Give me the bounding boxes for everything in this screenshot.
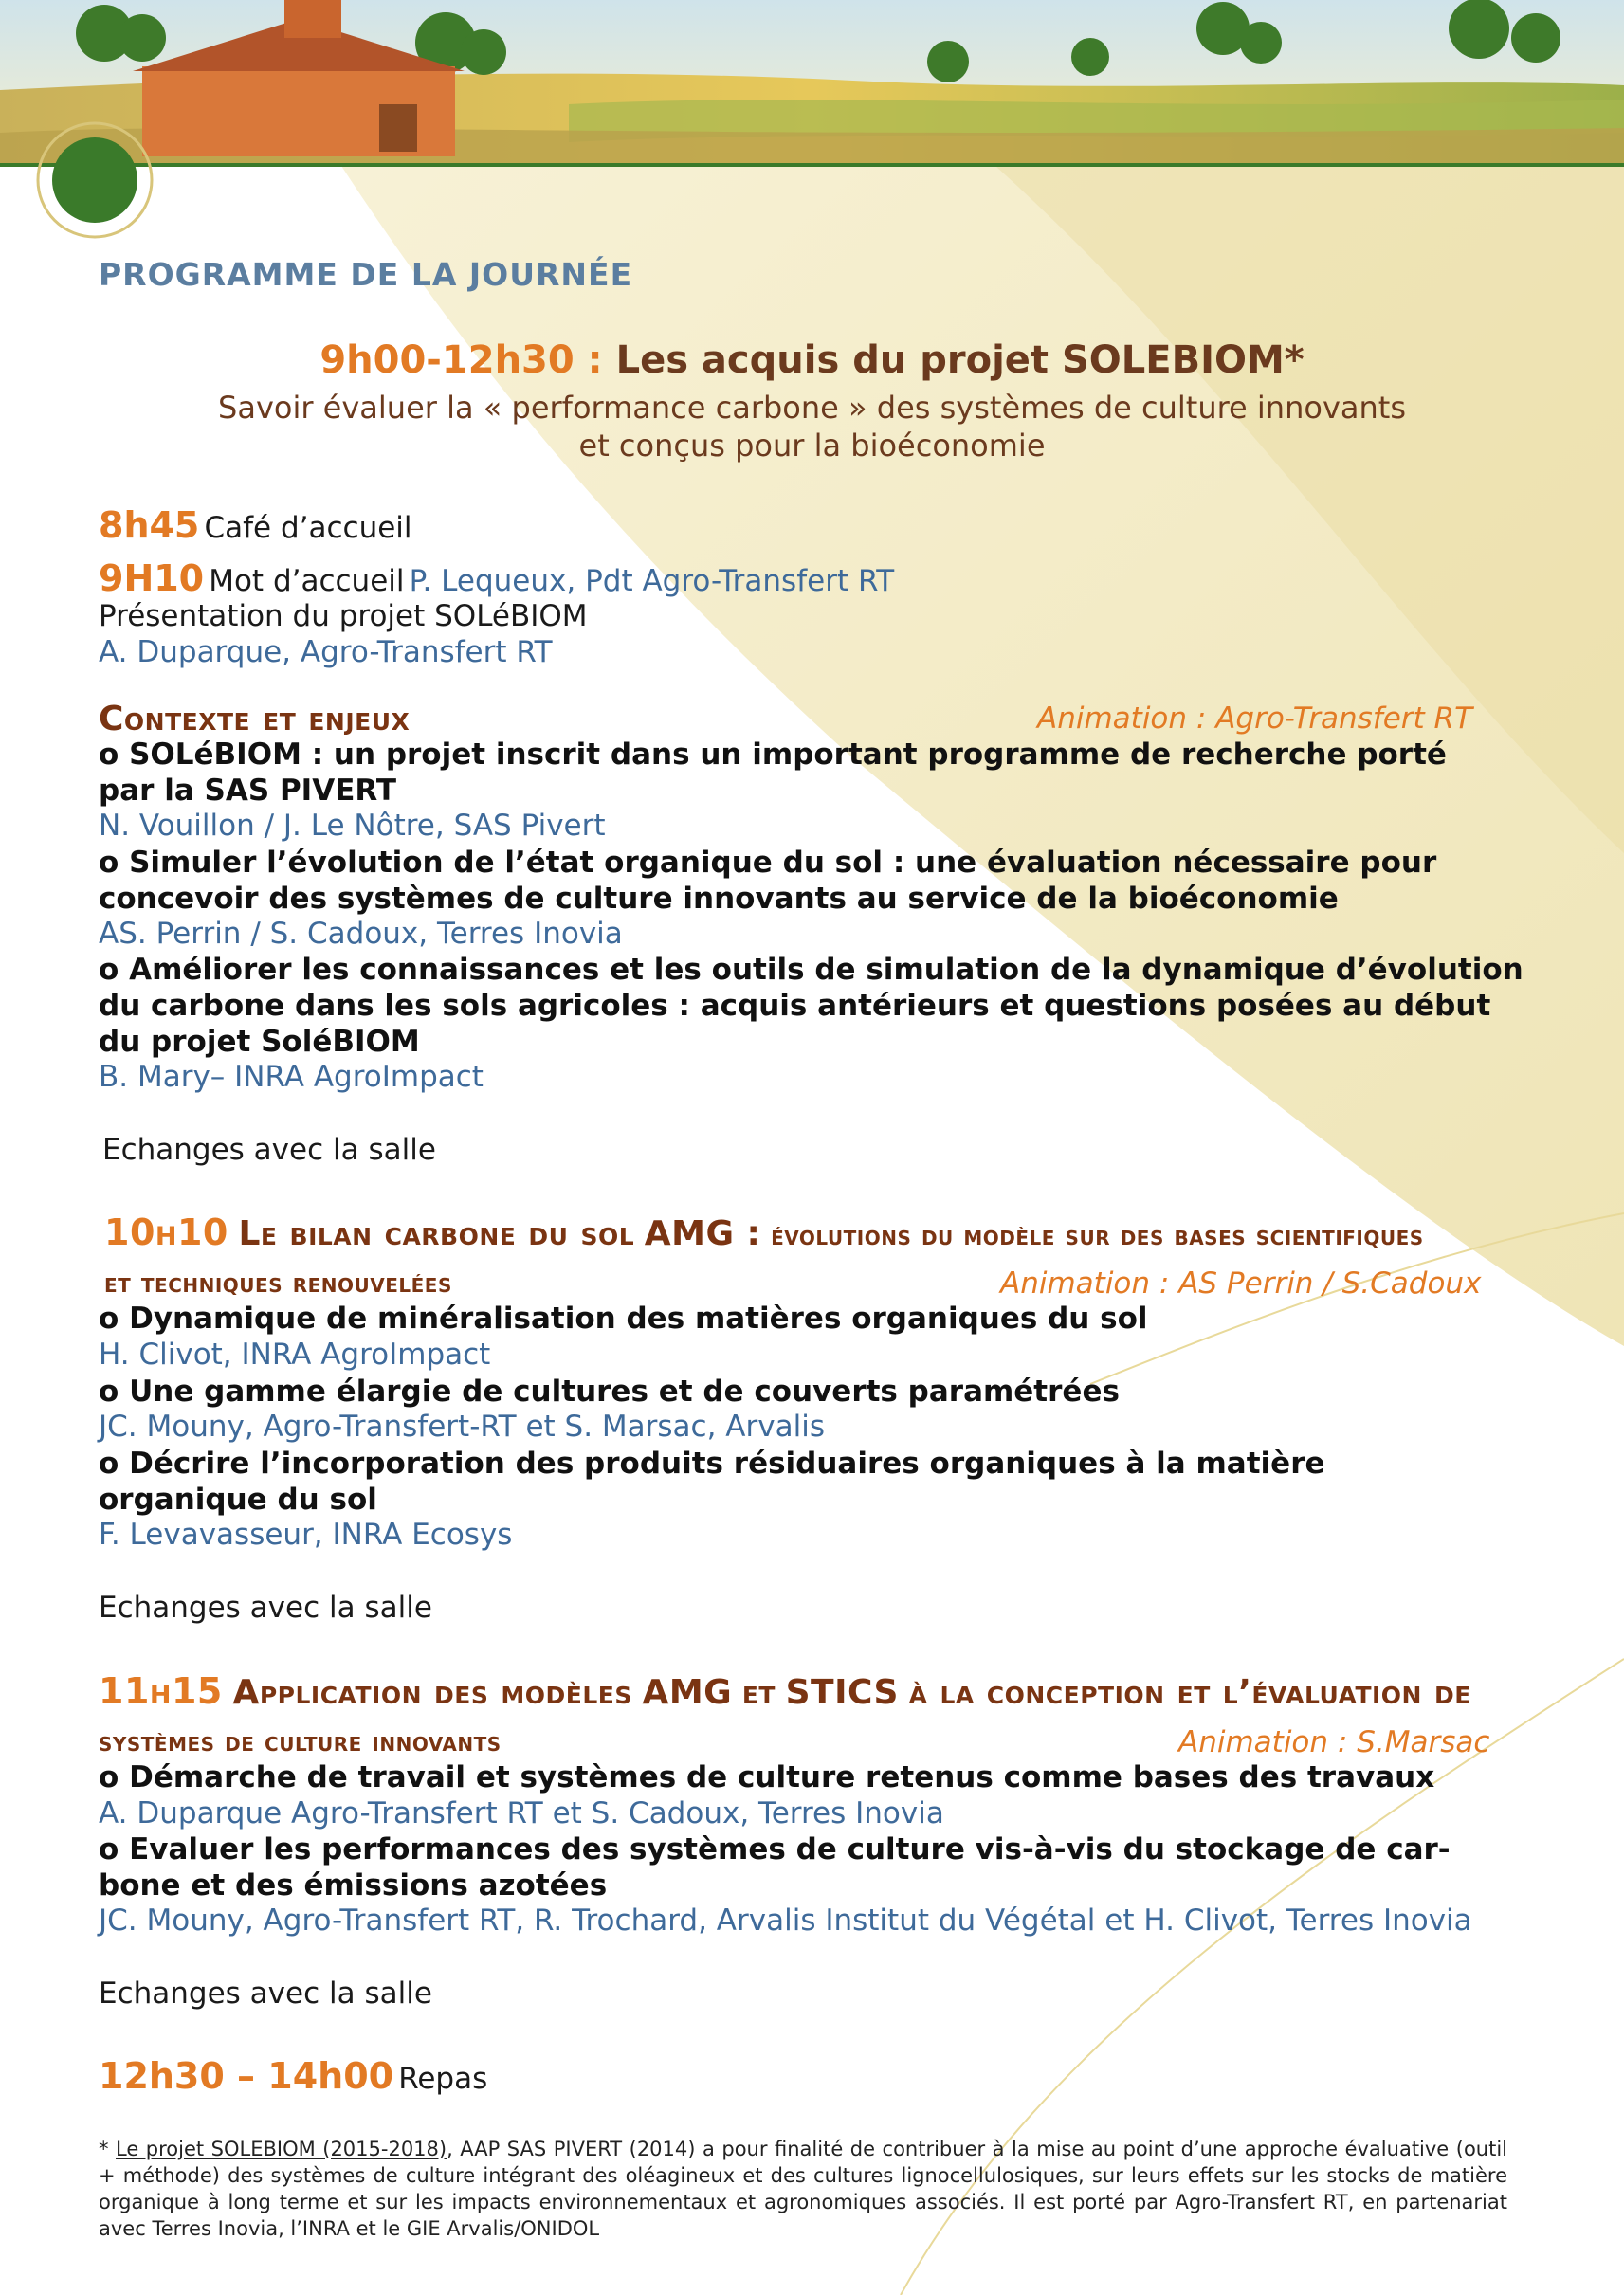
main-time: 9h00-12h30 : <box>319 338 603 382</box>
opening-coffee <box>99 504 412 546</box>
section1-item1-speaker: N. Vouillon / J. Le Nôtre, SAS Pivert <box>99 809 606 843</box>
time-11h15: 11h15 <box>99 1670 223 1712</box>
welcome-label: Mot d’accueil <box>209 564 405 598</box>
section3-item1-speaker: A. Duparque Agro-Transfert RT et S. Cadoux, Terres Inovia <box>99 1796 944 1831</box>
footnote-link[interactable]: Le projet SOLEBIOM (2015-2018) <box>116 2138 447 2160</box>
section1-animation: Animation : Agro-Transfert RT <box>1037 701 1473 736</box>
section1-item2-speaker: AS. Perrin / S. Cadoux, Terres Inovia <box>99 917 623 951</box>
programme-heading: PROGRAMME DE LA JOURNÉE <box>99 256 633 293</box>
section2-item3-speaker: F. Levavasseur, INRA Ecosys <box>99 1518 513 1552</box>
subtitle-line-1: Savoir évaluer la « performance carbone » des systèmes de culture innovants <box>218 390 1406 426</box>
main-title-text: Les acquis du projet SOLEBIOM* <box>615 338 1305 382</box>
section2-item3: o Décrire l’incorporation des produits résiduaires organiques à la matière organique du sol <box>99 1447 1325 1517</box>
time-10h10: 10h10 <box>104 1211 228 1253</box>
section1-item2: o Simuler l’évolution de l’état organique du sol : une évaluation nécessaire pour concevoir des systèmes de culture innovants au service de la bioéconomie <box>99 846 1437 916</box>
lunch-line <box>99 2055 487 2097</box>
section1-exchange: Echanges avec la salle <box>102 1133 436 1167</box>
section2-title-line2: et techniques renouvelées <box>104 1266 452 1299</box>
welcome-speaker: P. Lequeux, Pdt Agro-Transfert RT <box>409 564 895 598</box>
subtitle-line-2: et conçus pour la bioéconomie <box>578 428 1046 464</box>
section2-exchange: Echanges avec la salle <box>99 1591 432 1625</box>
section3-title-line2: systèmes de culture innovants <box>99 1725 502 1758</box>
section3-item2: o Evaluer les performances des systèmes de culture vis-à-vis du stockage de car- bone et des émissions azotées <box>99 1832 1451 1903</box>
presentation-label: Présentation du projet SOLéBIOM <box>99 599 588 633</box>
section3-title: 11h15 Application des modèles AMG et STICS à la conception et l’évaluation de <box>99 1670 1471 1712</box>
section2-item1: o Dynamique de minéralisation des matières organiques du sol <box>99 1302 1148 1336</box>
section2-item1-speaker: H. Clivot, INRA AgroImpact <box>99 1338 491 1372</box>
section2-item2-speaker: JC. Mouny, Agro-Transfert-RT et S. Marsac, Arvalis <box>99 1410 825 1444</box>
section1-item3: o Améliorer les connaissances et les outils de simulation de la dynamique d’évolution du carbone dans les sols agricoles : acquis antérieurs et questions posées au début du projet SoléBIOM <box>99 953 1524 1059</box>
section2-item2: o Une gamme élargie de cultures et de couverts paramétrées <box>99 1375 1120 1409</box>
section1-title: Contexte et enjeux <box>99 700 411 738</box>
lunch-time: 12h30 – 14h00 <box>99 2055 394 2097</box>
time-8h45: 8h45 <box>99 504 200 546</box>
opening-welcome <box>99 557 894 599</box>
section3-item1: o Démarche de travail et systèmes de culture retenus comme bases des travaux <box>99 1760 1435 1794</box>
lunch-label: Repas <box>398 2062 488 2096</box>
time-9h10: 9H10 <box>99 557 205 599</box>
section3-item2-speaker: JC. Mouny, Agro-Transfert RT, R. Trochard, Arvalis Institut du Végétal et H. Clivot, Terres Inovia <box>99 1903 1472 1938</box>
coffee-label: Café d’accueil <box>204 511 412 545</box>
section3-animation: Animation : S.Marsac <box>1178 1725 1490 1759</box>
section1-item1: o SOLéBIOM : un projet inscrit dans un important programme de recherche porté par la SAS PIVERT <box>99 738 1447 808</box>
section2-animation: Animation : AS Perrin / S.Cadoux <box>1000 1266 1482 1301</box>
presentation-speaker: A. Duparque, Agro-Transfert RT <box>99 635 553 669</box>
section3-exchange: Echanges avec la salle <box>99 1976 432 2011</box>
section2-title: 10h10 Le bilan carbone du sol AMG : évolutions du modèle sur des bases scientifiques <box>104 1211 1424 1253</box>
main-title <box>0 338 1624 382</box>
footnote: * Le projet SOLEBIOM (2015-2018), AAP SAS PIVERT (2014) a pour finalité de contribuer à la mise au point d’une approche évaluative (outil + méthode) des systèmes de culture intégrant des oléagineux et des cultures lignocellulosiques, sur leurs effets sur les stocks de matière organique à long terme et sur les impacts environnementaux et agronomiques associés. Il est porté par Agro-Transfert RT, en partenariat avec Terres Inovia, l’INRA et le GIE Arvalis/ONIDOL <box>99 2138 1508 2240</box>
section1-item3-speaker: B. Mary– INRA AgroImpact <box>99 1060 484 1094</box>
main-subtitle <box>0 389 1624 464</box>
